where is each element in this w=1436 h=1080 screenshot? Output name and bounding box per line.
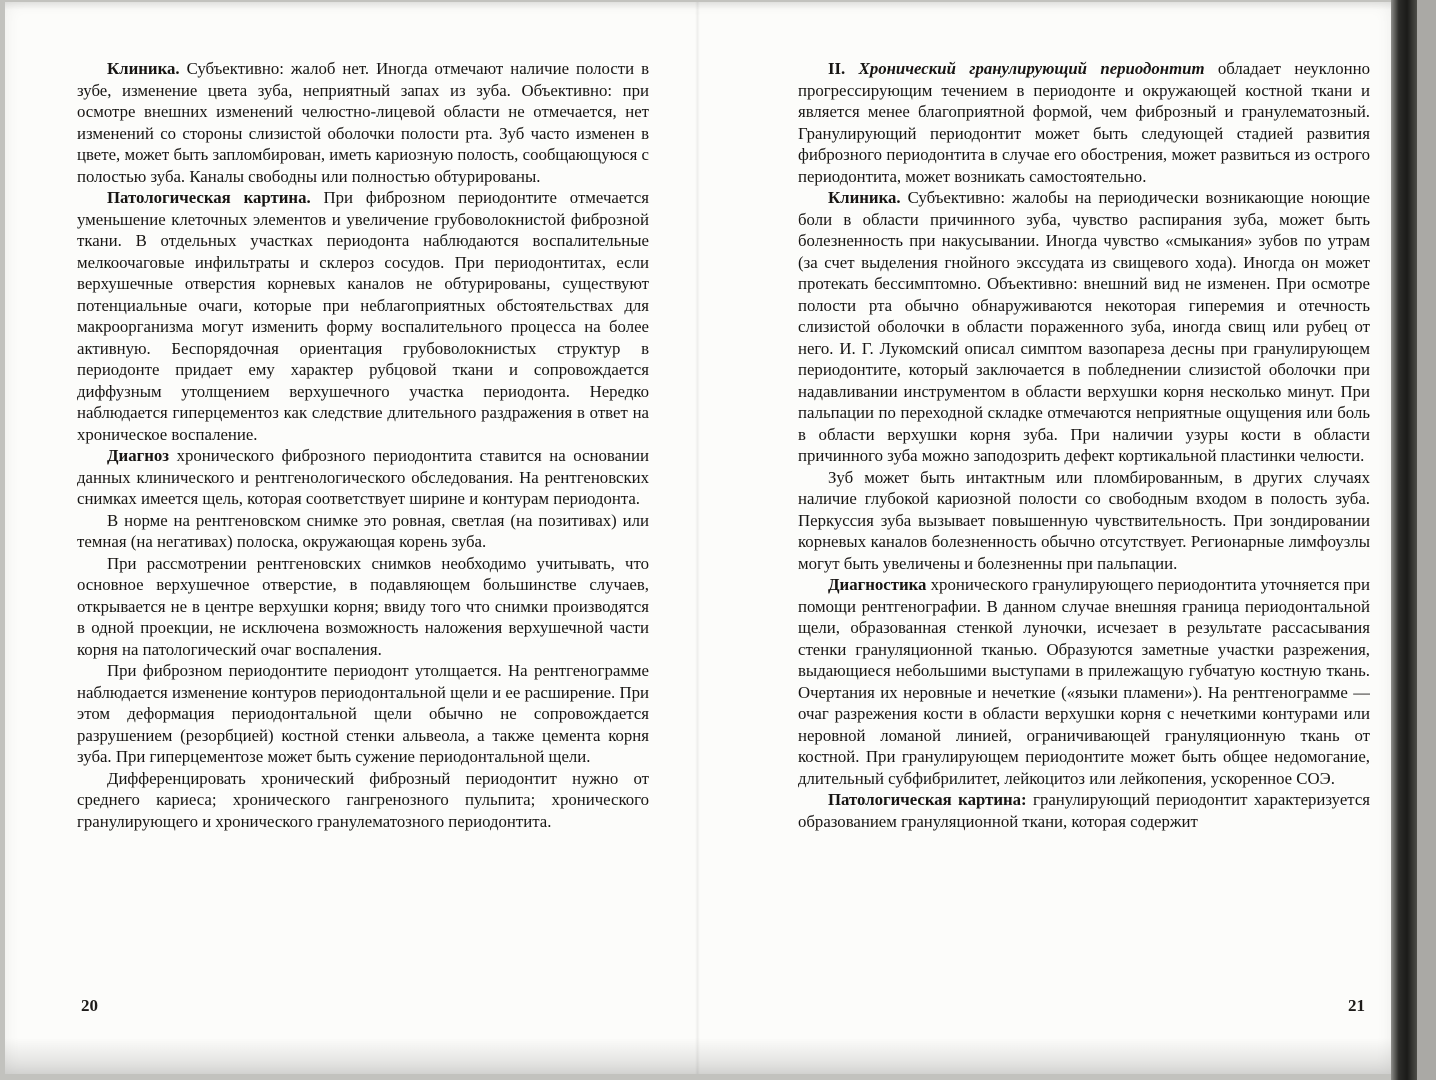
text-run-bold: Диагноз [107,446,170,465]
paragraph [77,768,649,833]
text-run: хронического фиброзного периодонтита ставится на основании данных клинического и рентгенологического обследования. На рентгеновских снимках имеется щель, которая соответствует ширине и контурам периодонта. [77,446,649,508]
text-run: обладает неуклонно прогрессирующим течением в периодонте и окружающей костной ткани и является менее благоприятной формой, чем фиброзный и гранулематозный. Гранулирующий периодонтит может быть следующей стадией развития фиброзного периодонтита в случае его обострения, может развиться из острого периодонтита, может возникать самостоятельно. [798,59,1370,186]
page-left-text [77,58,649,1010]
paragraph [77,187,649,445]
text-run: При фиброзном периодонтите периодонт утолщается. На рентгенограмме наблюдается изменение контуров периодонтальной щели и ее расширение. При этом деформация периодонтальной щели обычно не сопровождается разрушением (резорбцией) костной стенки альвеола, а также цемента корня зуба. При гиперцементозе может быть сужение периодонтальной щели. [77,661,649,766]
book-edge-shadow [1391,0,1417,1080]
text-run: При фиброзном периодонтите отмечается уменьшение клеточных элементов и увеличение грубоволокнистой фиброзной ткани. В отдельных участках периодонта наблюдаются воспалительные мелкоочаговые инфильтраты и склероз сосудов. При периодонтитах, если верхушечные отверстия корневых каналов не обтурированы, существуют потенциальные очаги, которые при неблагоприятных обстоятельствах для макроорганизма могут изменить форму воспалительного процесса на более активную. Беспорядочная ориентация грубоволокнистых структур в периодонте придает ему характер рубцовой ткани и сопровождается диффузным утолщением верхушечного участка периодонта. Нередко наблюдается гиперцементоз как следствие длительного раздражения в ответ на хроническое воспаление. [77,188,649,444]
page-left [5,2,698,1074]
paragraph [77,553,649,661]
text-run-bold: Патологическая картина: [828,790,1027,809]
text-run: При рассмотрении рентгеновских снимков необходимо учитывать, что основное верхушечное отверстие, в подавляющем большинстве случаев, открывается не в центре верхушки корня; ввиду того что снимки производятся в одной проекции, не исключена возможность наложения верхушечной части корня на патологический очаг воспаления. [77,553,649,659]
text-run-bolditalic: Хронический гранулирующий периодонтит [858,59,1205,78]
paragraph [77,510,649,553]
paragraph [77,445,649,510]
page-right-text [798,58,1370,1010]
paragraph [798,789,1370,832]
scan-right-margin [1417,0,1436,1080]
book-spread [5,2,1391,1074]
page-right [698,2,1391,1074]
text-run-bold: Диагностика [828,575,927,594]
text-run-bold: Клиника. [107,59,180,78]
paragraph [798,187,1370,467]
page-number-right: 21 [1348,996,1365,1015]
text-run-bold: II. [828,59,859,78]
paragraph [798,58,1370,187]
text-run: хронического гранулирующего периодонтита уточняется при помощи рентгенографии. В данном случае внешняя граница периодонтальной щели, образованная стенкой луночки, исчезает в результате рассасывания стенки грануляционной тканью. Образуются заметные участки разрежения, выдающиеся небольшими выступами в прилежащую губчатую костную ткань. Очертания их неровные и нечеткие («языки пламени»). На рентгенограмме — очаг разрежения кости в области верхушки корня с нечеткими контурами или неровной ломаной линией, ограничивающей грануляционную ткань от костной. При гранулирующем периодонтите может быть общее недомогание, длительный субфибрилитет, лейкоцитоз или лейкопения, ускоренное СОЭ. [798,575,1370,788]
text-run: гранулирующий периодонтит характеризуется образованием грануляционной ткани, которая содержит [798,790,1370,831]
page-gutter-fold [695,2,700,1074]
paragraph [798,574,1370,789]
text-run: В норме на рентгеновском снимке это ровная, светлая (на позитивах) или темная (на негативах) полоска, окружающая корень зуба. [77,510,649,551]
text-run: Дифференцировать хронический фиброзный периодонтит нужно от среднего кариеса; хронического гангренозного пульпита; хронического гранулирующего и хронического гранулематозного периодонтита. [77,768,649,831]
paragraph [77,660,649,768]
paragraph [77,58,649,187]
page-number-left: 20 [81,996,98,1015]
paragraph [798,467,1370,575]
scan-bottom-shadow [5,1038,1391,1074]
text-run-bold: Патологическая картина. [107,188,311,207]
text-run: Субъективно: жалоб нет. Иногда отмечают наличие полости в зубе, изменение цвета зуба, неприятный запах из зуба. Объективно: при осмотре внешних изменений челюстно-лицевой области не отмечается, нет изменений со стороны слизистой оболочки полости рта. Зуб часто изменен в цвете, может быть запломбирован, иметь кариозную полость, сообщающуюся с полостью зуба. Каналы свободны или полностью обтурированы. [77,59,649,186]
text-run: Субъективно: жалобы на периодически возникающие ноющие боли в области причинного зуба, чувство распирания зуба, может быть болезненность при накусывании. Иногда чувство «смыкания» зубов по утрам (за счет выделения гнойного экссудата из свищевого хода). Иногда он может протекать бессимптомно. Объективно: внешний вид не изменен. При осмотре полости рта обычно обнаруживаются некоторая гиперемия и отечность слизистой оболочки в области пораженного зуба, иногда свищ или рубец от него. И. Г. Лукомский описал симптом вазопареза десны при гранулирующем периодонтите, который заключается в побледнении слизистой оболочки при надавливании инструментом в области верхушки корня несколько минут. При пальпации по переходной складке отмечаются неприятные ощущения или боль в области верхушки корня зуба. При наличии узуры кости в области причинного зуба можно заподозрить дефект кортикальной пластинки челюсти. [798,188,1370,465]
text-run-bold: Клиника. [828,188,901,207]
text-run: Зуб может быть интактным или пломбированным, в других случаях наличие глубокой кариозной полости со свободным входом в полость зуба. Перкуссия зуба вызывает повышенную чувствительность. При зондировании корневых каналов болезненность обычно отсутствует. Регионарные лимфоузлы могут быть увеличены и болезненны при пальпации. [798,467,1370,573]
